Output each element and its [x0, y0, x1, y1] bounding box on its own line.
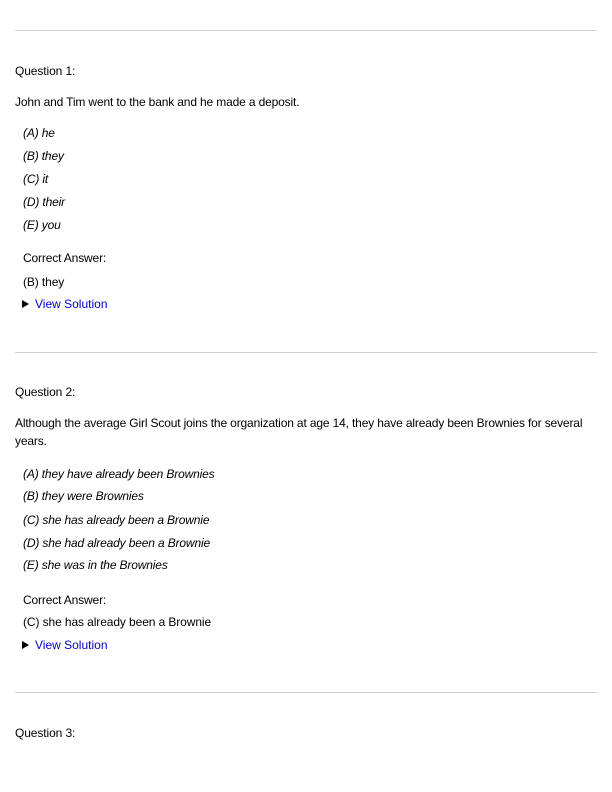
question-2-option-c[interactable]: (C) she has already been a Brownie — [23, 513, 210, 527]
question-1-option-c[interactable]: (C) it — [23, 172, 49, 186]
question-1-option-e[interactable]: (E) you — [23, 218, 61, 232]
question-1-view-solution-link[interactable] — [22, 297, 108, 311]
question-1-title: Question 1: — [15, 64, 76, 78]
divider — [15, 30, 597, 31]
question-2-option-b[interactable]: (B) they were Brownies — [23, 489, 144, 503]
question-2-correct-answer-value: (C) she has already been a Brownie — [23, 615, 212, 629]
question-1-correct-answer-label: Correct Answer: — [23, 251, 107, 265]
question-2-text: Although the average Girl Scout joins the organization at age 14, they have already been Brownies for several years. — [15, 416, 583, 448]
divider — [15, 692, 597, 693]
question-2-view-solution-link[interactable] — [22, 638, 108, 652]
question-2-correct-answer-label: Correct Answer: — [23, 593, 107, 607]
play-triangle-icon — [22, 300, 29, 308]
question-3-title: Question 3: — [15, 726, 76, 740]
view-solution-label: View Solution — [35, 297, 108, 311]
question-1-option-a[interactable]: (A) he — [23, 126, 55, 140]
play-triangle-icon — [22, 641, 29, 649]
question-2-title: Question 2: — [15, 385, 76, 399]
view-solution-label: View Solution — [35, 638, 108, 652]
question-2-option-e[interactable]: (E) she was in the Brownies — [23, 558, 168, 572]
question-1-option-d[interactable]: (D) their — [23, 195, 65, 209]
divider — [15, 352, 597, 353]
question-2-option-d[interactable]: (D) she had already been a Brownie — [23, 536, 211, 550]
question-1-text: John and Tim went to the bank and he made a deposit. — [15, 95, 300, 109]
question-1-option-b[interactable]: (B) they — [23, 149, 64, 163]
question-1-correct-answer-value: (B) they — [23, 275, 65, 289]
question-2-option-a[interactable]: (A) they have already been Brownies — [23, 467, 215, 481]
